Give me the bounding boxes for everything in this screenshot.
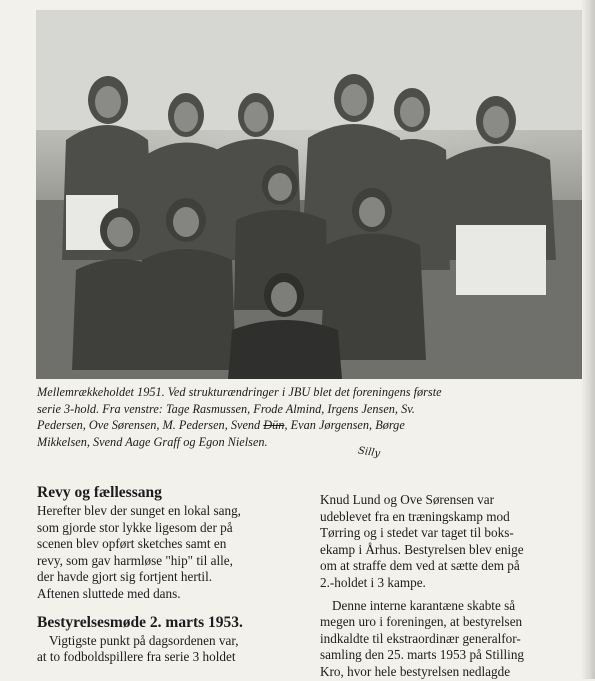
caption-line-3-end: , Evan Jørgensen, Børge	[284, 418, 405, 432]
left-column	[37, 483, 297, 666]
text-line: der havde gjort sig fortjent hertil.	[37, 569, 213, 585]
text-line: scenen blev opført sketches samt en	[37, 536, 227, 552]
text-line: indkaldte til ekstraordinær generalfor-	[320, 630, 521, 646]
text-line: ekamp i Århus. Bestyrelsen blev enige	[320, 541, 524, 557]
team-photo	[36, 10, 582, 379]
caption-line-3	[37, 417, 582, 434]
text-line: samling den 25. marts 1953 på Stilling	[320, 647, 525, 663]
photo-caption	[37, 384, 582, 450]
text-line: megen uro i foreningen, at bestyrelsen	[320, 614, 523, 630]
handwritten-note: Silly	[357, 445, 381, 460]
text-line: Kro, hvor hele bestyrelsen nedlagde	[320, 663, 511, 679]
text-line: Knud Lund og Ove Sørensen var	[320, 492, 494, 507]
text-line: revy, som gav harmløse "hip" til alle,	[37, 552, 233, 568]
text-line: at to fodboldspillere fra serie 3 holdet	[37, 649, 236, 665]
section-heading-bestyrelsesmode: Bestyrelsesmøde 2. marts 1953.	[37, 613, 243, 631]
text-line: 2.-holdet i 3 kampe.	[320, 574, 426, 590]
text-line: Tørring og i stedet var taget til boks-	[320, 525, 514, 541]
right-column	[320, 492, 582, 681]
text-line: Aftenen sluttede med dans.	[37, 585, 181, 601]
text-line: Herefter blev der sunget en lokal sang,	[37, 503, 241, 518]
text-line: Vigtigste punkt på dagsordenen var,	[49, 632, 239, 648]
section-heading-revy: Revy og fællessang	[37, 484, 162, 501]
paragraph-karantaene-2	[320, 598, 582, 681]
caption-line-1: Mellemrækkeholdet 1951. Ved strukturændringer i JBU blet det foreningens første	[37, 385, 442, 399]
caption-line-3-start: Pedersen, Ove Sørensen, M. Pedersen, Svend	[37, 418, 264, 432]
text-line: om at straffe dem ved at sætte dem på	[320, 558, 520, 574]
page-edge-shadow	[581, 0, 595, 679]
team-photo-illustration	[36, 10, 582, 379]
text-line: Denne interne karantæne skabte så	[332, 597, 516, 613]
caption-line-2: serie 3-hold. Fra venstre: Tage Rasmussen, Frode Almind, Irgens Jensen, Sv.	[37, 401, 415, 416]
caption-strikethrough-text: Dün	[263, 418, 285, 432]
caption-line-4: Mikkelsen, Svend Aage Graff og Egon Nielsen.	[37, 434, 268, 449]
paragraph-bestyrelsesmode	[37, 633, 297, 666]
paragraph-revy	[37, 503, 297, 603]
paragraph-karantaene-1	[320, 492, 582, 592]
text-line: udeblevet fra en træningskamp mod	[320, 508, 510, 524]
text-line: som gjorde stor lykke ligesom der på	[37, 519, 233, 535]
